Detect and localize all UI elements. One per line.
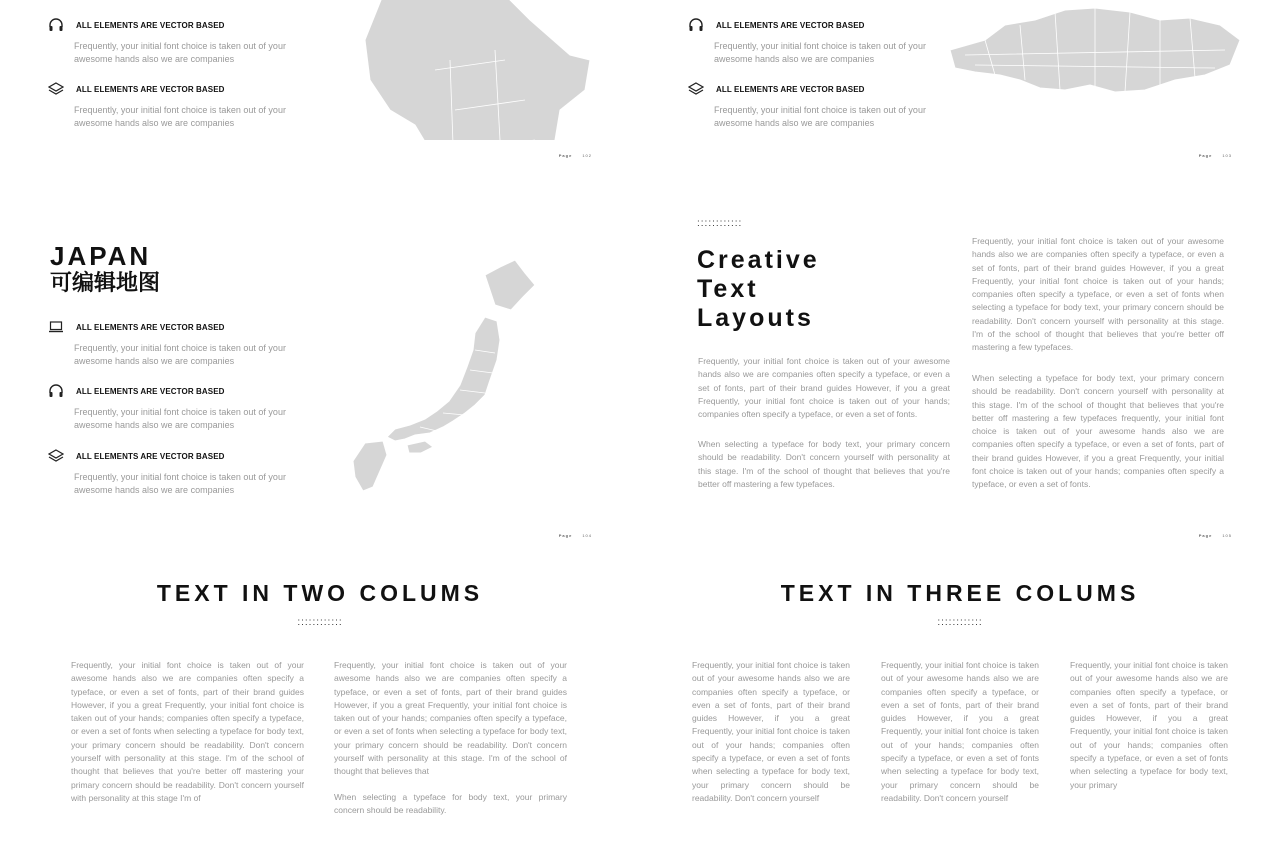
slide-europe-map — [640, 0, 1280, 170]
layers-icon — [48, 81, 66, 97]
text-column — [692, 659, 850, 805]
page-title: Creative Text Layouts — [697, 246, 820, 332]
paragraph: Frequently, your initial font choice is taken out of your awesome hands also we are companies often specify a typeface, or even a set of fonts, part of their brand guides However, if you a great Frequently, your initial font choice is taken out of your hands; companies often specify a typeface, or even a set of fonts when selecting a typeface for body text, your primary concern should be readability. Don't concern yourself — [692, 660, 850, 803]
page-title — [50, 242, 160, 296]
layers-icon — [48, 448, 66, 464]
japan-map — [325, 255, 540, 500]
feature-item — [688, 81, 938, 130]
feature-item — [48, 81, 298, 130]
feature-title: ALL ELEMENTS ARE VECTOR BASED — [76, 20, 225, 30]
feature-description: Frequently, your initial font choice is taken out of your awesome hands also we are companies — [714, 105, 926, 128]
paragraph: When selecting a typeface for body text, your primary concern should be readability. Don't concern yourself with personality at this stage. I'm of the school of thought that believes that you're better off mastering a few typefaces. — [698, 439, 950, 489]
feature-title: ALL ELEMENTS ARE VECTOR BASED — [716, 20, 865, 30]
decorative-dots: :::::::::::: — [937, 617, 983, 628]
africa-map — [355, 0, 605, 140]
page-number: Page 105 — [1198, 533, 1232, 538]
page-number: Page 103 — [1198, 153, 1232, 158]
paragraph: Frequently, your initial font choice is taken out of your awesome hands also we are companies often specify a typeface, or even a set of fonts, part of their brand guides However, if you a great Frequently, your initial font choice is taken out of your hands; companies often specify a typeface, or even a set of fonts when selecting a typeface for body text, your primary concern should be readability. Don't concern yourself with personality at this stage. I'm of the school of thought that believes that you're better off mastering a few typefaces. — [972, 236, 1224, 353]
feature-item — [48, 383, 298, 432]
feature-description: Frequently, your initial font choice is taken out of your awesome hands also we are companies — [74, 105, 286, 128]
feature-item — [48, 17, 298, 66]
feature-title: ALL ELEMENTS ARE VECTOR BASED — [76, 84, 225, 94]
feature-title: ALL ELEMENTS ARE VECTOR BASED — [76, 451, 225, 461]
slide-two-columns — [0, 545, 640, 845]
feature-item — [48, 319, 298, 368]
paragraph: Frequently, your initial font choice is taken out of your awesome hands also we are companies often specify a typeface, or even a set of fonts, part of their brand guides However, if you a great Frequently, your initial font choice is taken out of your hands; companies often specify a typeface, or even a set of fonts when selecting a typeface for body text, your primary concern should be readability. Don't concern yourself with personality at this stage. I'm of the school of thought that believes that you're better off mastering your primary concern should be readability. Don't concern yourself with personality at this stage I'm of — [71, 660, 304, 803]
feature-description: Frequently, your initial font choice is taken out of your awesome hands also we are companies — [74, 343, 286, 366]
page-title: TEXT IN THREE COLUMS — [780, 580, 1140, 606]
slide-japan-map — [0, 180, 640, 550]
page-number: Page 102 — [558, 153, 592, 158]
decorative-dots: :::::::::::: — [697, 218, 743, 229]
feature-title: ALL ELEMENTS ARE VECTOR BASED — [76, 322, 225, 332]
headphones-icon — [688, 17, 706, 33]
feature-title: ALL ELEMENTS ARE VECTOR BASED — [76, 386, 225, 396]
slide-africa-map — [0, 0, 640, 170]
europe-map — [945, 0, 1245, 100]
feature-description: Frequently, your initial font choice is taken out of your awesome hands also we are companies — [74, 41, 286, 64]
feature-description: Frequently, your initial font choice is taken out of your awesome hands also we are companies — [74, 407, 286, 430]
title-chinese: 可编辑地图 — [50, 270, 161, 295]
feature-description: Frequently, your initial font choice is taken out of your awesome hands also we are companies — [74, 472, 286, 495]
text-column — [881, 659, 1039, 805]
page-title: TEXT IN TWO COLUMS — [156, 580, 484, 606]
page-number: Page 104 — [558, 533, 592, 538]
text-column — [1070, 659, 1228, 792]
paragraph: Frequently, your initial font choice is taken out of your awesome hands also we are companies often specify a typeface, or even a set of fonts, part of their brand guides However, if you a great Frequently, your initial font choice is taken out of your hands; companies often specify a typeface, or even a set of fonts. — [698, 356, 950, 420]
feature-description: Frequently, your initial font choice is taken out of your awesome hands also we are companies — [714, 41, 926, 64]
paragraph: Frequently, your initial font choice is taken out of your awesome hands also we are companies often specify a typeface, or even a set of fonts, part of their brand guides However, if you a great Frequently, your initial font choice is taken out of your hands; companies often specify a typeface, or even a set of fonts when selecting a typeface for body text, your primary — [1070, 660, 1228, 790]
decorative-dots: :::::::::::: — [297, 617, 343, 628]
paragraph: When selecting a typeface for body text, your primary concern should be readability. — [334, 791, 567, 815]
text-column — [71, 659, 304, 805]
paragraph: Frequently, your initial font choice is taken out of your awesome hands also we are companies often specify a typeface, or even a set of fonts, part of their brand guides However, if you a great Frequently, your initial font choice is taken out of your hands; companies often specify a typeface, or even a set of fonts when selecting a typeface for body text, your primary concern should be readability. Don't concern yourself with personality at this stage. I'm of the school of thought that believes that — [334, 660, 567, 777]
title-english: JAPAN — [50, 241, 152, 271]
slide-three-columns — [640, 545, 1280, 845]
slide-creative-text — [640, 180, 1280, 550]
feature-title: ALL ELEMENTS ARE VECTOR BASED — [716, 84, 865, 94]
layers-icon — [688, 81, 706, 97]
feature-item — [688, 17, 938, 66]
paragraph: When selecting a typeface for body text, your primary concern should be readability. Don't concern yourself with personality at this stage. I'm of the school of thought that believes that you're better off mastering a few typefaces frequently, your initial font choice is taken out of your awesome hands also we are companies often specify a typeface, or even a set of fonts, part of their brand guides However, if you a great Frequently, your initial font choice is taken out of your hands; companies often specify a typeface, or even a set of fonts. — [972, 373, 1224, 490]
headphones-icon — [48, 383, 66, 399]
laptop-icon — [48, 319, 66, 335]
text-column — [334, 659, 567, 817]
feature-item — [48, 448, 298, 497]
paragraph: Frequently, your initial font choice is taken out of your awesome hands also we are companies often specify a typeface, or even a set of fonts, part of their brand guides However, if you a great Frequently, your initial font choice is taken out of your hands; companies often specify a typeface, or even a set of fonts when selecting a typeface for body text, your primary concern should be readability. Don't concern yourself — [881, 660, 1039, 803]
headphones-icon — [48, 17, 66, 33]
